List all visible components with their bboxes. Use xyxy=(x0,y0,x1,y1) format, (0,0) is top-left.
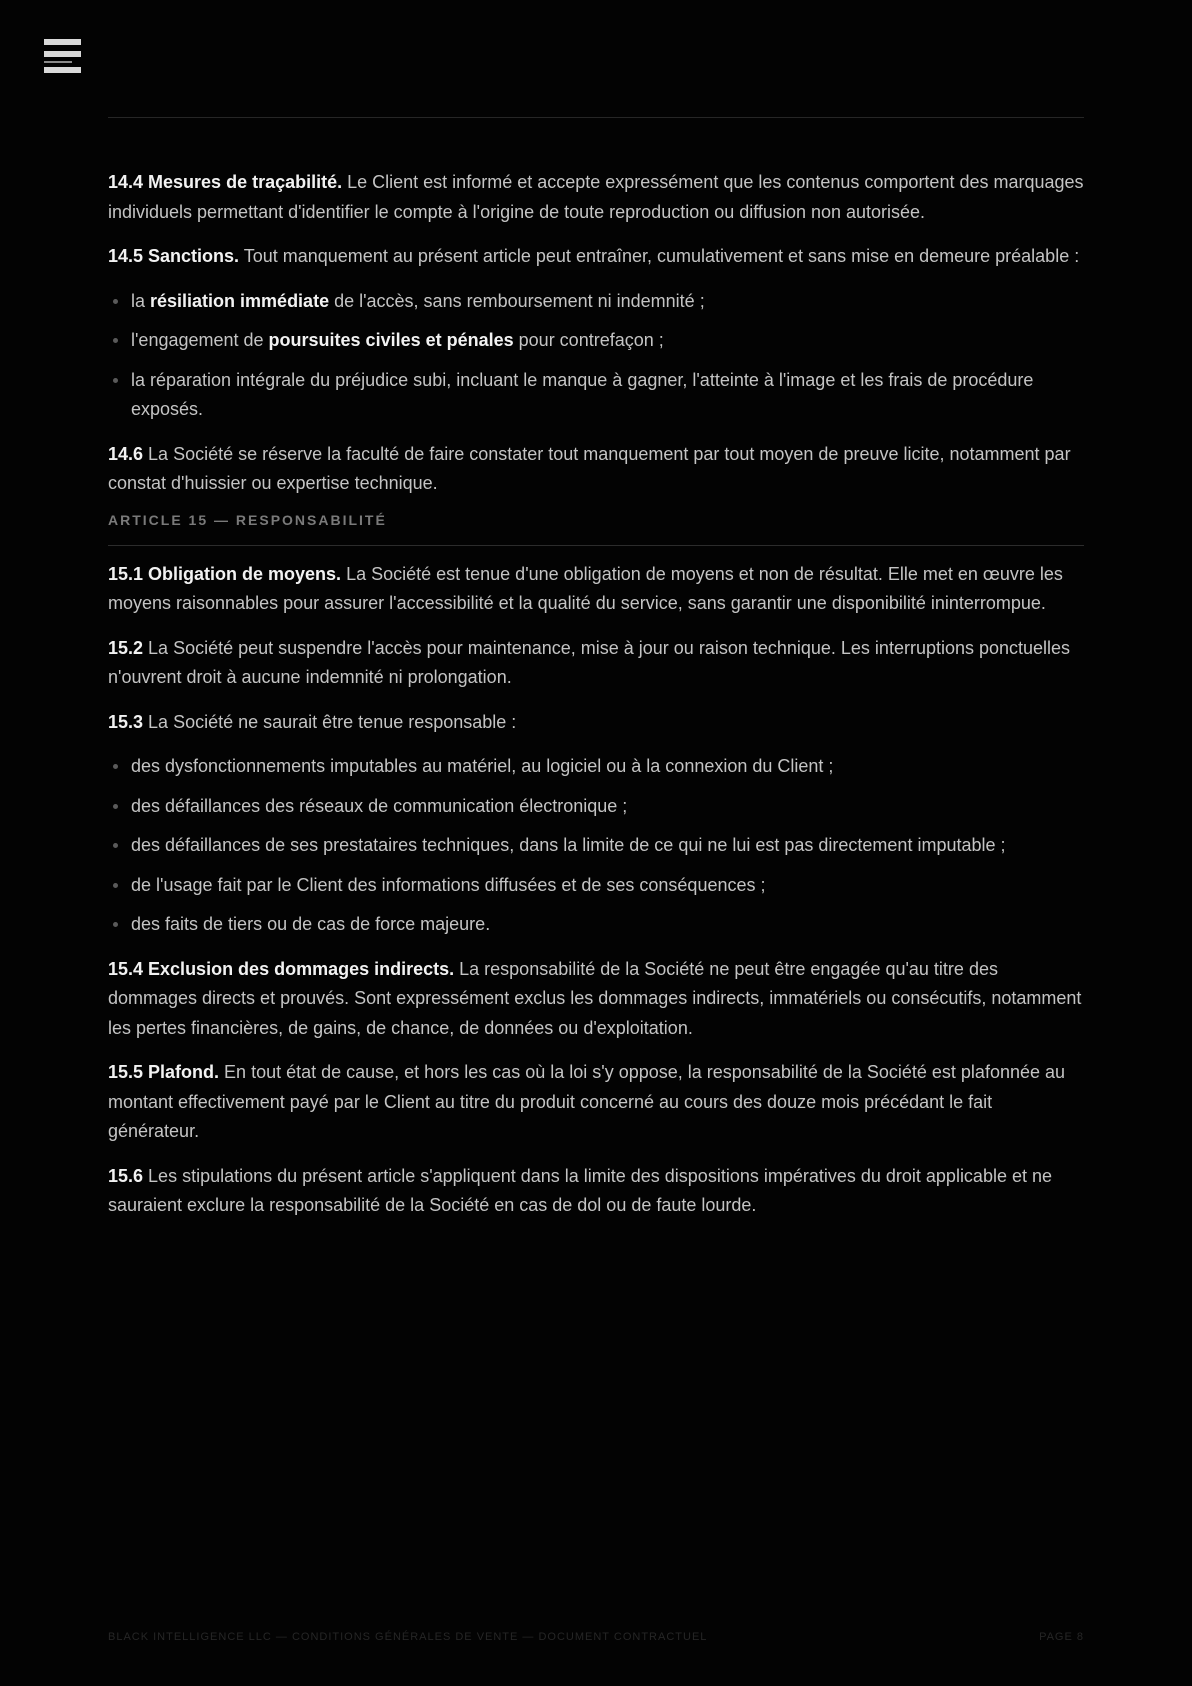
clause-15-1: 15.1 Obligation de moyens. La Société est tenue d'une obligation de moyens et non de résultat. Elle met en œuvre les moyens raisonnables pour assurer l'accessibilité et la qualité du service, sans garantir une disponibilité ininterrompue. xyxy=(108,563,1063,613)
exclusions-list xyxy=(108,752,1084,940)
list-item: des défaillances des réseaux de communication électronique ; xyxy=(108,792,1084,822)
list-item: la résiliation immédiate de l'accès, sans remboursement ni indemnité ; xyxy=(108,287,1084,317)
list-item: de l'usage fait par le Client des informations diffusées et de ses conséquences ; xyxy=(108,871,1084,901)
footer-page-number: PAGE 8 xyxy=(1039,1631,1084,1643)
clause-15-3: 15.3 La Société ne saurait être tenue responsable : xyxy=(108,711,517,732)
list-item: la réparation intégrale du préjudice subi, incluant le manque à gagner, l'atteinte à l'image et les frais de procédure exposés. xyxy=(108,366,1084,425)
clause-15-4: 15.4 Exclusion des dommages indirects. La responsabilité de la Société ne peut être engagée qu'au titre des dommages directs et prouvés. Sont expressément exclus les dommages indirects, immatériels ou consécutifs, notamment les pertes financières, de gains, de chance, de données ou d'exploitation. xyxy=(108,958,1082,1038)
list-item: des faits de tiers ou de cas de force majeure. xyxy=(108,910,1084,940)
clause-14-5: 14.5 Sanctions. Tout manquement au présent article peut entraîner, cumulativement et sans mise en demeure préalable : xyxy=(108,246,1080,266)
clause-15-6: 15.6 Les stipulations du présent article s'appliquent dans la limite des dispositions impératives du droit applicable et ne sauraient exclure la responsabilité de la Société en cas de dol ou de faute lourde. xyxy=(108,1165,1053,1215)
clause-15-2: 15.2 La Société peut suspendre l'accès pour maintenance, mise à jour ou raison technique. Les interruptions ponctuelles n'ouvrent droit à aucune indemnité ni prolongation. xyxy=(108,637,1071,687)
list-item: des dysfonctionnements imputables au matériel, au logiciel ou à la connexion du Client ; xyxy=(108,752,1084,782)
article-15-heading: ARTICLE 15 — RESPONSABILITÉ xyxy=(108,510,1084,546)
sanctions-list xyxy=(108,287,1084,425)
footer-document-title: BLACK INTELLIGENCE LLC — CONDITIONS GÉNÉRALES DE VENTE — DOCUMENT CONTRACTUEL xyxy=(108,1631,708,1643)
clause-14-4: 14.4 Mesures de traçabilité. Le Client est informé et accepte expressément que les contenus comportent des marquages individuels permettant d'identifier le compte à l'origine de toute reproduction ou diffusion non autorisée. xyxy=(108,172,1084,222)
header-divider xyxy=(108,117,1084,118)
clause-14-6: 14.6 La Société se réserve la faculté de faire constater tout manquement par tout moyen de preuve licite, notamment par constat d'huissier ou expertise technique. xyxy=(108,443,1071,493)
list-item: des défaillances de ses prestataires techniques, dans la limite de ce qui ne lui est pas directement imputable ; xyxy=(108,831,1084,861)
clause-15-5: 15.5 Plafond. En tout état de cause, et hors les cas où la loi s'y oppose, la responsabilité de la Société est plafonnée au montant effectivement payé par le Client au titre du produit concerné au cours des douze mois précédant le fait générateur. xyxy=(108,1062,1066,1141)
menu-logo-icon xyxy=(44,39,81,75)
page-footer xyxy=(108,1631,1084,1643)
document-body xyxy=(108,168,1084,1236)
list-item: l'engagement de poursuites civiles et pénales pour contrefaçon ; xyxy=(108,326,1084,356)
